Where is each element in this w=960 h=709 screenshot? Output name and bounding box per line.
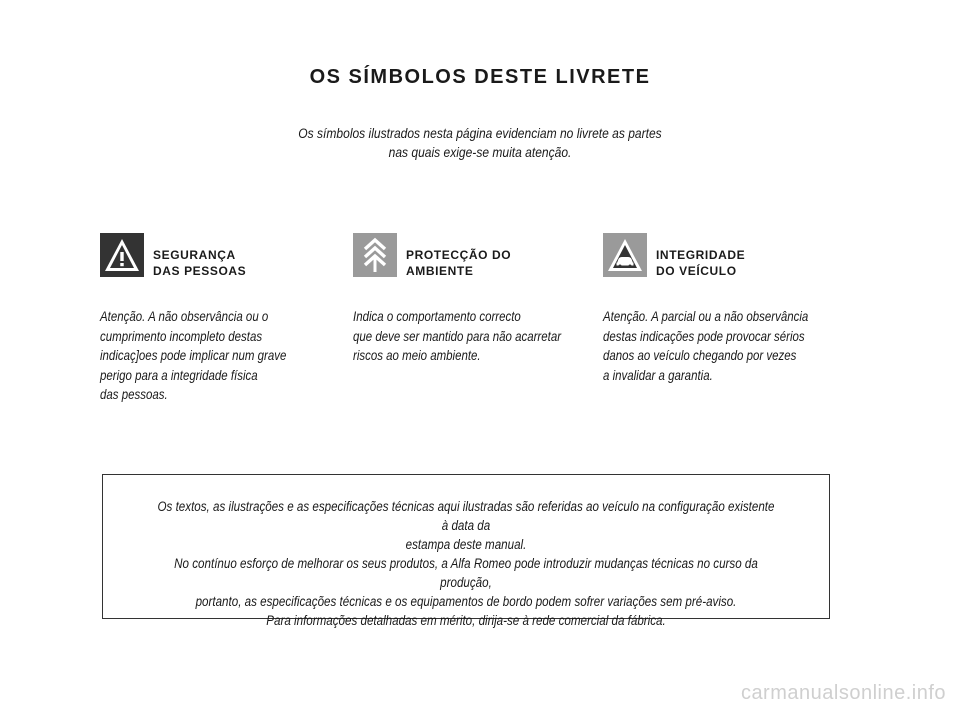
symbol-vehicle-integrity	[603, 233, 843, 385]
symbol-description: Atenção. A não observância ou o cumprimento incompleto destas indicaç]oes pode implicar num grave perigo para a integridade física das pessoas.	[100, 308, 287, 402]
vehicle-warning-icon	[603, 233, 647, 277]
symbol-label: PROTECÇÃO DO AMBIENTE	[406, 248, 512, 278]
symbol-header	[100, 233, 340, 283]
notice-line: Para informações detalhadas em mérito, dirija-se à rede comercial da fábrica.	[266, 613, 666, 628]
notice-line: portanto, as especificações técnicas e os equipamentos de bordo podem sofrer variações sem pré-aviso.	[195, 594, 737, 609]
symbol-description: Indica o comportamento correcto que deve ser mantido para não acarretar riscos ao meio ambiente.	[353, 308, 562, 363]
notice-line: No contínuo esforço de melhorar os seus produtos, a Alfa Romeo pode introduzir mudanças técnicas no curso da produção,	[174, 556, 758, 590]
symbol-label: INTEGRIDADE DO VEÍCULO	[656, 248, 746, 278]
symbol-header	[603, 233, 843, 283]
intro-text	[291, 124, 669, 162]
intro-line: Os símbolos ilustrados nesta página evidenciam no livrete as partes	[298, 125, 662, 141]
watermark: carmanualsonline.info	[740, 682, 946, 704]
symbol-header	[353, 233, 593, 283]
symbol-safety-people	[100, 233, 340, 405]
symbol-environment	[353, 233, 593, 366]
symbol-label: SEGURANÇA DAS PESSOAS	[153, 248, 247, 278]
symbol-description: Atenção. A parcial ou a não observância destas indicações pode provocar sérios danos ao veículo chegando por vezes a invalidar a garantia.	[603, 308, 809, 383]
notice-line: Os textos, as ilustrações e as especificações técnicas aqui ilustradas são referidas ao veículo na configuração existente à data da	[157, 499, 775, 533]
warning-person-icon	[100, 233, 144, 277]
notice-text	[157, 497, 774, 630]
intro-line: nas quais exige-se muita atenção.	[388, 144, 572, 160]
notice-box	[102, 474, 830, 628]
environment-tree-icon	[353, 233, 397, 277]
notice-line: estampa deste manual.	[405, 537, 527, 552]
page-title: OS SÍMBOLOS DESTE LIVRETE	[309, 66, 651, 88]
